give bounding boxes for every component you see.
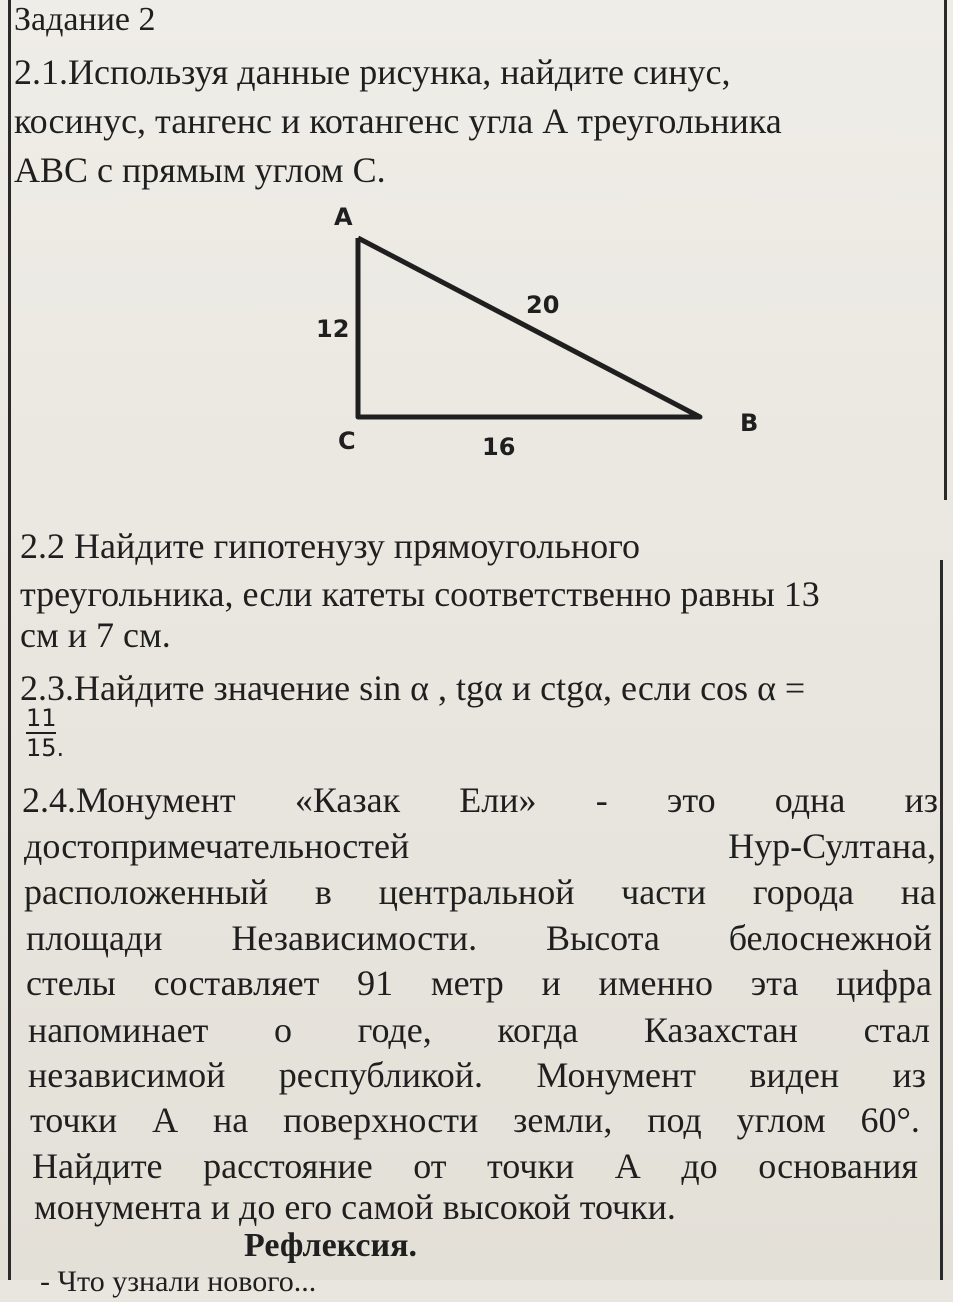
word: точки bbox=[487, 1146, 575, 1186]
vertex-c-label: C bbox=[338, 427, 356, 455]
cos-fraction bbox=[26, 706, 64, 760]
word: стелы bbox=[26, 963, 116, 1003]
q24-line-9 bbox=[32, 1146, 918, 1186]
side-ab-length: 20 bbox=[526, 291, 560, 319]
right-border-line-top bbox=[944, 0, 947, 500]
q22-line-1: 2.2 Найдите гипотенузу прямоугольного bbox=[20, 526, 640, 566]
word: республикой. bbox=[278, 1055, 483, 1095]
fraction-denominator-value: 15 bbox=[26, 734, 57, 762]
fraction-denominator bbox=[26, 734, 64, 760]
word: из bbox=[904, 780, 938, 820]
q24-line-10: монумента и до его самой высокой точки. bbox=[34, 1187, 676, 1227]
word: годе, bbox=[357, 1010, 432, 1050]
q24-line-4 bbox=[26, 918, 932, 958]
word: стал bbox=[863, 1010, 930, 1050]
word: достопримечательностей bbox=[24, 826, 410, 866]
q21-line-2: косинус, тангенс и котангенс угла А треугольника bbox=[14, 101, 782, 141]
word: одна bbox=[774, 780, 846, 820]
reflection-heading: Рефлексия. bbox=[244, 1227, 417, 1264]
vertex-b-label: B bbox=[740, 409, 759, 437]
word: 2.4.Монумент bbox=[22, 780, 236, 820]
word: на bbox=[212, 1100, 249, 1140]
q21-line-1: 2.1.Используя данные рисунка, найдите синус, bbox=[14, 52, 731, 92]
bottom-partial-line: - Что узнали нового... bbox=[40, 1265, 317, 1298]
word: расстояние bbox=[203, 1146, 373, 1186]
q24-line-5 bbox=[26, 963, 932, 1003]
word: напоминает bbox=[28, 1010, 209, 1050]
q22-line-2: треугольника, если катеты соответственно равны 13 bbox=[20, 574, 820, 614]
word: и bbox=[541, 963, 561, 1003]
word: А bbox=[614, 1146, 641, 1186]
word: эта bbox=[750, 963, 799, 1003]
left-border-line bbox=[8, 0, 11, 1280]
q24-line-2 bbox=[24, 826, 936, 866]
word: основания bbox=[758, 1146, 918, 1186]
word: виден bbox=[749, 1055, 840, 1095]
word: поверхности bbox=[283, 1100, 479, 1140]
word: - bbox=[595, 780, 608, 820]
word: когда bbox=[497, 1010, 579, 1050]
word: под bbox=[647, 1100, 702, 1140]
word: из bbox=[892, 1055, 926, 1095]
word: Нур-Султана, bbox=[728, 826, 936, 866]
word: расположенный bbox=[24, 872, 269, 912]
q24-line-8 bbox=[30, 1100, 920, 1140]
word: Ели» bbox=[459, 780, 537, 820]
side-cb-length: 16 bbox=[482, 433, 516, 461]
q21-line-3: АВС с прямым углом С. bbox=[14, 150, 386, 190]
word: составляет bbox=[153, 963, 320, 1003]
word: о bbox=[273, 1010, 292, 1050]
q24-line-7 bbox=[28, 1055, 926, 1095]
word: Казахстан bbox=[643, 1010, 798, 1050]
triangle-figure bbox=[300, 195, 780, 475]
word: части bbox=[621, 872, 707, 912]
word: именно bbox=[598, 963, 714, 1003]
task-title: Задание 2 bbox=[14, 1, 156, 38]
vertex-a-label: A bbox=[334, 203, 353, 231]
word: Монумент bbox=[536, 1055, 696, 1095]
word: от bbox=[413, 1146, 447, 1186]
right-border-line-bottom bbox=[940, 560, 943, 1280]
word: Независимости. bbox=[231, 918, 478, 958]
word: до bbox=[681, 1146, 718, 1186]
word: независимой bbox=[28, 1055, 226, 1095]
word: точки bbox=[30, 1100, 118, 1140]
word: белоснежной bbox=[728, 918, 932, 958]
triangle-abc bbox=[358, 238, 700, 417]
word: метр bbox=[430, 963, 504, 1003]
word: земли, bbox=[513, 1100, 613, 1140]
word: в bbox=[314, 872, 332, 912]
word: А bbox=[152, 1100, 179, 1140]
q22-line-3: см и 7 см. bbox=[20, 615, 171, 655]
word: Найдите bbox=[32, 1146, 163, 1186]
word: 91 bbox=[357, 963, 394, 1003]
fraction-numerator: 11 bbox=[26, 704, 57, 732]
q24-line-3 bbox=[24, 872, 936, 912]
word: 60°. bbox=[860, 1100, 920, 1140]
word: это bbox=[666, 780, 716, 820]
word: на bbox=[900, 872, 936, 912]
word: «Казак bbox=[294, 780, 401, 820]
q24-line-6 bbox=[28, 1010, 930, 1050]
word: цифра bbox=[836, 963, 932, 1003]
word: углом bbox=[736, 1100, 826, 1140]
word: города bbox=[752, 872, 855, 912]
word: центральной bbox=[378, 872, 575, 912]
fraction-period: . bbox=[56, 734, 65, 762]
q24-line-1 bbox=[22, 780, 938, 820]
word: Высота bbox=[545, 918, 660, 958]
side-ac-length: 12 bbox=[316, 315, 350, 343]
q23-line: 2.3.Найдите значение sin α , tgα и ctgα, если cos α = bbox=[20, 668, 806, 708]
word: площади bbox=[26, 918, 163, 958]
